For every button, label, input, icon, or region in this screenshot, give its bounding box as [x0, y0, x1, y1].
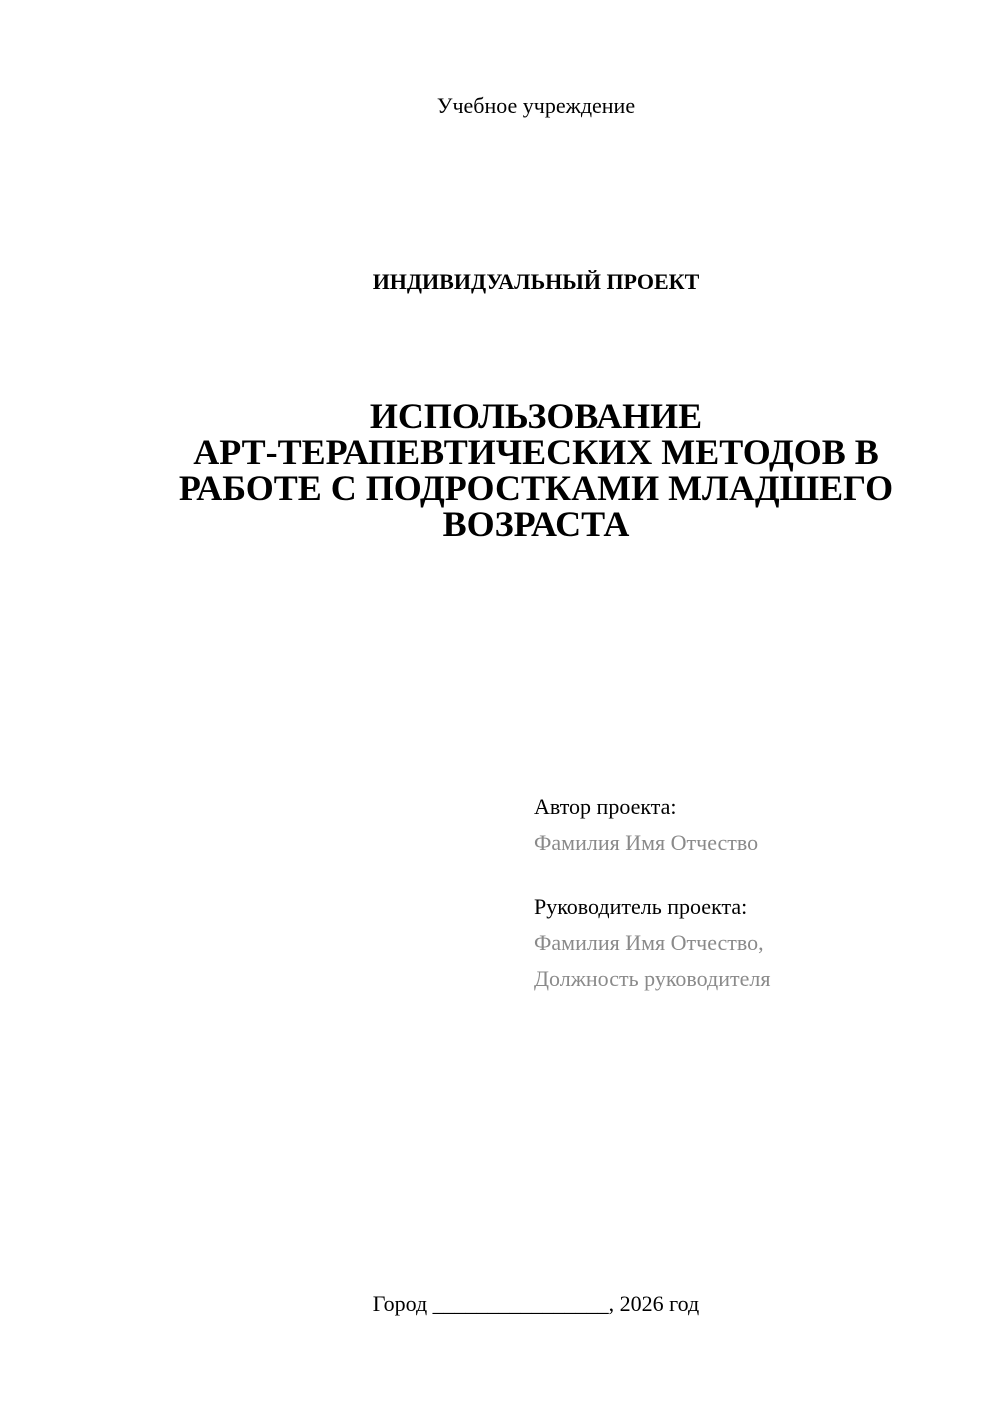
title-line: ВОЗРАСТА — [442, 504, 630, 544]
supervisor-label: Руководитель проекта: — [534, 894, 748, 919]
author-name: Фамилия Имя Отчество — [534, 830, 759, 855]
institution-name: Учебное учреждение — [436, 93, 636, 118]
project-type-heading: ИНДИВИДУАЛЬНЫЙ ПРОЕКТ — [372, 269, 700, 294]
title-line: РАБОТЕ С ПОДРОСТКАМИ МЛАДШЕГО — [178, 468, 894, 508]
spacer — [534, 861, 974, 889]
author-label: Автор проекта: — [534, 794, 677, 819]
title-line: АРТ-ТЕРАПЕВТИЧЕСКИХ МЕТОДОВ В — [193, 432, 879, 472]
title-line: ИСПОЛЬЗОВАНИЕ — [369, 396, 703, 436]
city-year-footer: Город ________________, 2026 год — [372, 1291, 700, 1316]
authors-block — [534, 789, 974, 997]
supervisor-name: Фамилия Имя Отчество, — [534, 930, 764, 955]
supervisor-position: Должность руководителя — [534, 966, 771, 991]
project-title — [120, 398, 952, 542]
